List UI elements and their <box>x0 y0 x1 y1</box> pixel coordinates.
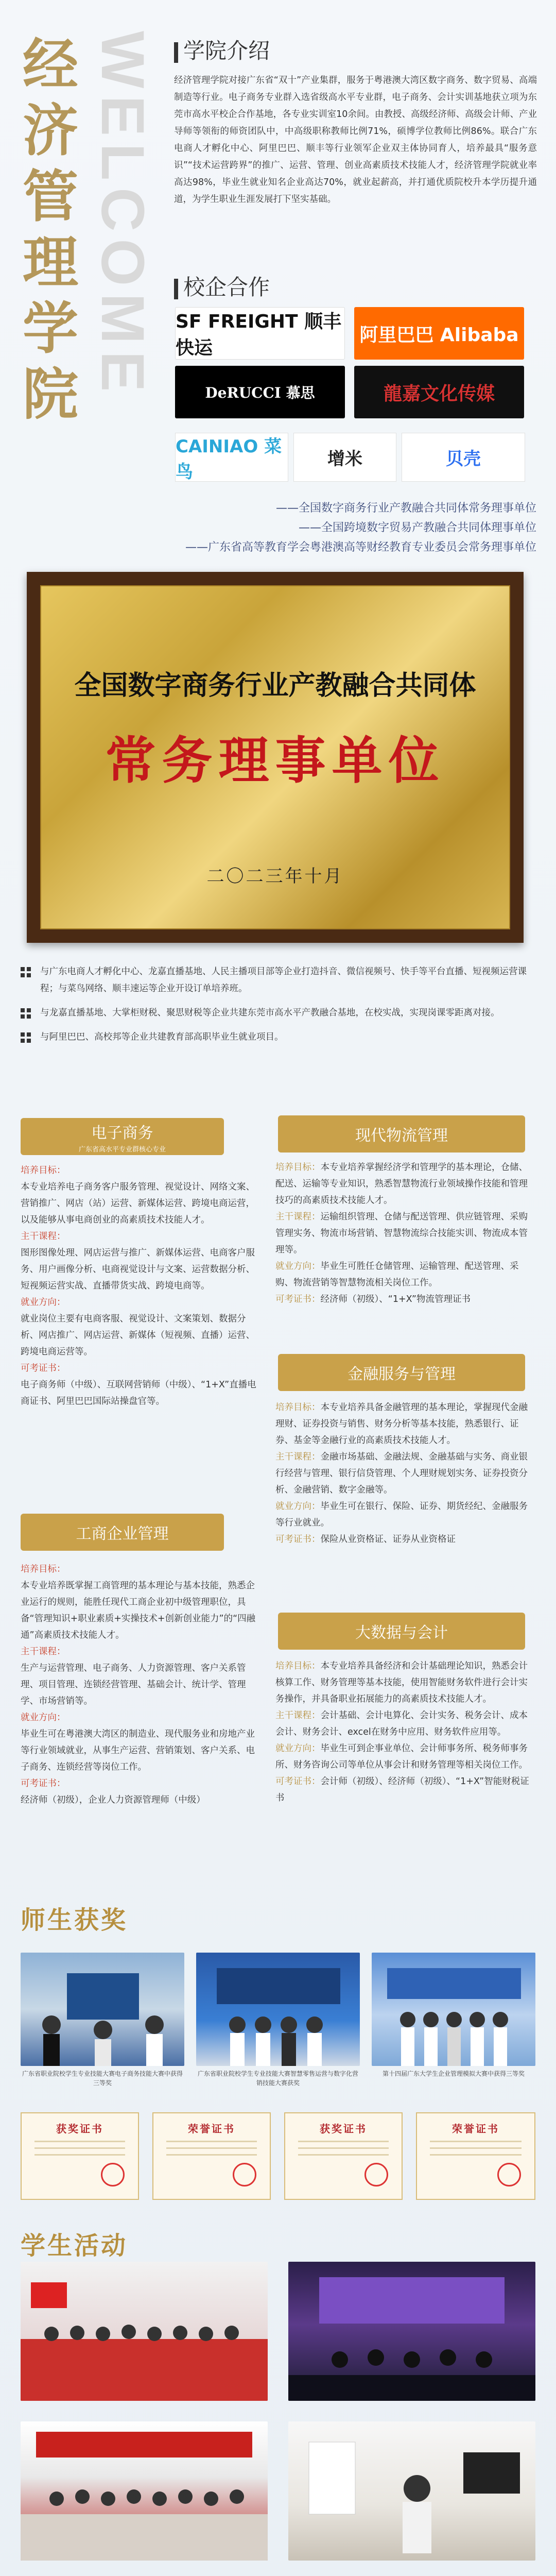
field-label: 主干课程： <box>275 1710 321 1721</box>
field-text: 图形图像处理、网店运营与推广、新媒体运营、电商客户服务、用户画像分析、电商视觉设计与文案、运营数据分析、短视频运营实战、直播带货实战、跨境电商等。 <box>21 1248 255 1291</box>
title-char: 学 <box>22 296 78 361</box>
field-text: 会计师（初级）、经济师（初级）、“1+X”智能财税证书 <box>275 1776 529 1803</box>
field-label: 培养目标： <box>21 1165 66 1176</box>
title-char: 经 <box>22 32 78 97</box>
major-title: 电子商务 <box>91 1124 153 1142</box>
field-label: 就业方向： <box>275 1743 321 1754</box>
certificate-title: 荣誉证书 <box>452 2123 499 2135</box>
field-text: 本专业培养掌握经济学和管理学的基本理论，仓储、配送、运输等专业知识，熟悉智慧物流行业领域操作技能和管理技巧的高素质技术技能人才。 <box>275 1162 528 1206</box>
activity-photo <box>21 2421 268 2561</box>
major-title: 大数据与会计 <box>355 1624 448 1642</box>
hero-section <box>0 0 556 556</box>
award-caption: 广东省职业院校学生专业技能大赛电子商务技能大赛中获得三等奖 <box>22 2070 183 2087</box>
field-label: 培养目标： <box>275 1162 321 1173</box>
title-char: 理 <box>22 230 78 295</box>
bullet-icon <box>21 967 34 977</box>
major-tag-logistics <box>278 1115 525 1153</box>
field-text: 经济师（初级），企业人力资源管理师（中级） <box>21 1795 205 1805</box>
title-char: 管 <box>22 164 78 229</box>
award-photo <box>372 1953 535 2066</box>
field-text: 保险从业资格证、证券从业资格证 <box>320 1534 456 1545</box>
major-tag-accounting <box>278 1613 525 1650</box>
activity-photo-art <box>21 2421 268 2561</box>
award-certificate <box>284 2112 403 2200</box>
activity-photo <box>288 2421 535 2561</box>
sf-freight-logo: SF FREIGHT 顺丰快运 <box>175 307 345 360</box>
field-label: 主干课程： <box>275 1452 321 1462</box>
field-label: 可考证书： <box>275 1776 321 1787</box>
intro-heading <box>174 34 270 65</box>
field-text: 毕业生可在粤港澳大湾区的制造业、现代服务业和房地产业等行业领域就业，从事生产运营、营销策划、客户关系、电子商务、连锁经营等岗位工作。 <box>21 1729 255 1772</box>
award-certificate <box>152 2112 271 2200</box>
partner-logos-row3 <box>175 433 525 482</box>
activity-photo-art <box>288 2262 535 2401</box>
certificate-title: 荣誉证书 <box>188 2123 235 2135</box>
award-certificate <box>416 2112 535 2200</box>
major-body-business <box>21 1561 263 1808</box>
field-label: 培养目标： <box>275 1661 321 1671</box>
derucci-logo: DeRUCCI 慕思 <box>175 366 345 418</box>
membership-title: ——广东省高等教育学会粤港澳高等财经教育专业委员会常务理事单位 <box>185 541 536 554</box>
major-tag-business <box>21 1514 224 1551</box>
partner-logos <box>175 307 525 418</box>
bullet-icon <box>21 1008 34 1019</box>
award-photo-art <box>21 1953 184 2066</box>
bullet-text: 与阿里巴巴、高校邦等企业共建教育部高职毕业生就业项目。 <box>40 1032 284 1042</box>
award-certificate <box>21 2112 139 2200</box>
beike-logo: 贝壳 <box>402 433 525 482</box>
award-photo <box>21 1953 184 2066</box>
intro-text: 经济管理学院对接广东省“双十”产业集群，服务于粤港澳大湾区数字商务、数字贸易、高端制造等行业。电子商务专业群入选省级高水平专业群，电子商务、会计实训基地获立项为东莞市高水平校企合作基地，各专业实训室10余间。由教授、高级经济师、高级会计师、产业导师等领衔的师资团队中，中高级职称教师比例71%，硕博学位教师比例86%。联合广东电商人才孵化中心、阿里巴巴、顺丰等行业领军企业双主体协同育人，培养最具“服务意识”“技术运营跨界”的推广、运营、管理、创业高素质技术技能人才，经济管理学院就业率高达98%，毕业生就业知名企业高达70%，就业起薪高，并打通优质院校升本学历提升通道，为学生职业生涯发展打下坚实基础。 <box>174 75 537 205</box>
longjia-logo: 龍嘉文化传媒 <box>354 366 524 418</box>
field-label: 可考证书： <box>275 1534 321 1545</box>
seal-icon <box>233 2163 256 2187</box>
field-text: 本专业培养具备经济和会计基础理论知识，熟悉会计核算工作、财务管理等基本技能，使用智能财务软件进行会计实务操作，并具备职业拓展能力的高素质技术技能人才。 <box>275 1661 528 1704</box>
bullet-item <box>21 1029 541 1046</box>
award-photo-art <box>196 1953 360 2066</box>
title-char: 济 <box>22 98 78 163</box>
plaque-line2: 常务理事单位 <box>105 731 445 790</box>
title-char: 院 <box>22 362 78 427</box>
field-text: 毕业生可在银行、保险、证券、期货经纪、金融服务等行业就业。 <box>275 1501 528 1528</box>
bullet-text: 与龙嘉直播基地、大掌柜财税、聚思财税等企业共建东莞市高水平产教融合基地，在校实战，实现岗课零距离对接。 <box>40 1008 500 1018</box>
zengmi-logo: 增米 <box>293 433 396 482</box>
field-text: 金融市场基础、金融法规、金融基础与实务、商业银行经营与管理、银行信贷管理、个人理财规划实务、证券投资分析、金融营销、数字金融等。 <box>275 1452 528 1495</box>
cooperation-bullets <box>21 963 541 1053</box>
major-title: 金融服务与管理 <box>348 1365 456 1383</box>
field-label: 培养目标： <box>275 1402 321 1413</box>
field-text: 会计基础、会计电算化、会计实务、税务会计、成本会计、财务会计、excel在财务中应用、财务软件应用等。 <box>275 1710 528 1737</box>
plaque-frame <box>27 572 524 943</box>
field-text: 本专业培养具备金融管理的基本理论，掌握现代金融理财、证券投资与销售、财务分析等基本技能，熟悉银行、证券、基金等金融行业的高素质技术技能人才。 <box>275 1402 528 1446</box>
alibaba-logo: 阿里巴巴 Alibaba <box>354 307 524 360</box>
field-label: 主干课程： <box>21 1647 66 1657</box>
field-text: 运输组织管理、仓储与配送管理、供应链管理、采购管理实务、物流市场营销、智慧物流综合技能实训、物流成本管理等。 <box>275 1212 528 1255</box>
major-body-finance <box>275 1399 535 1548</box>
activity-photo-art <box>288 2421 535 2561</box>
activity-photo-art <box>21 2262 268 2401</box>
seal-icon <box>364 2163 388 2187</box>
college-vertical-title <box>14 32 86 428</box>
major-body-logistics <box>275 1159 535 1308</box>
bullet-text: 与广东电商人才孵化中心、龙嘉直播基地、人民主播项目部等企业打造抖音、微信视频号、快手等平台直播、短视频运营课程；与菜鸟网络、顺丰速运等企业开设订单培养班。 <box>40 967 527 994</box>
partners-heading <box>174 270 270 301</box>
partners-heading-text: 校企合作 <box>183 275 270 300</box>
award-photo-art <box>372 1953 535 2066</box>
field-label: 就业方向： <box>21 1297 66 1308</box>
major-title: 现代物流管理 <box>355 1127 448 1145</box>
field-text: 电子商务师（中级）、互联网营销师（中级）、“1+X”直播电商证书、阿里巴巴国际站操盘官等。 <box>21 1380 256 1406</box>
cainiao-logo: CAINIAO 菜鸟 <box>175 433 288 482</box>
award-photo <box>196 1953 360 2066</box>
activities-heading: 学生活动 <box>21 2231 128 2260</box>
membership-title: ——全国数字商务行业产教融合共同体常务理事单位 <box>275 502 536 515</box>
award-caption: 第十四届广东大学生企业管理模拟大赛中获得三等奖 <box>382 2070 525 2077</box>
seal-icon <box>497 2163 521 2187</box>
membership-title: ——全国跨境数字贸易产教融合共同体理事单位 <box>298 521 536 534</box>
certificate-title: 获奖证书 <box>56 2123 103 2135</box>
seal-icon <box>101 2163 125 2187</box>
awards-heading: 师生获奖 <box>21 1906 128 1935</box>
heading-bar <box>174 279 178 299</box>
field-label: 可考证书： <box>21 1363 66 1374</box>
activity-photo <box>21 2262 268 2401</box>
major-subtitle: 广东省高水平专业群核心专业 <box>78 1145 166 1154</box>
bullet-item <box>21 963 541 997</box>
field-label: 就业方向： <box>275 1261 321 1272</box>
major-tag-finance <box>278 1354 525 1391</box>
membership-titles <box>16 499 536 557</box>
field-label: 主干课程： <box>21 1231 66 1242</box>
field-label: 可考证书： <box>21 1778 66 1789</box>
field-text: 毕业生可到企事业单位、会计师事务所、税务师事务所、财务咨询公司等单位从事会计和财务管理等相关岗位工作。 <box>275 1743 528 1770</box>
certificate-title: 获奖证书 <box>320 2123 367 2135</box>
field-label: 就业方向： <box>275 1501 321 1512</box>
field-label: 培养目标： <box>21 1564 66 1574</box>
field-label: 可考证书： <box>275 1294 321 1304</box>
field-text: 本专业培养电子商务客户服务管理、视觉设计、网络文案、营销推广、网店（站）运营、新媒体运营、跨境电商运营，以及能够从事电商创业的高素质技术技能人才。 <box>21 1182 255 1225</box>
field-text: 生产与运营管理、电子商务、人力资源管理、客户关系管理、项目管理、连锁经营管理、基础会计、统计学、管理学、市场营销等。 <box>21 1663 246 1706</box>
field-text: 本专业培养既掌握工商管理的基本理论与基本技能，熟悉企业运行的规则，能胜任现代工商企业初中级管理职位，具备“管理知识+职业素质+实操技术+创新创业能力”的“四融通”高素质技术技能人才。 <box>21 1581 256 1640</box>
major-tag-ecommerce <box>21 1118 224 1155</box>
plaque-line1: 全国数字商务行业产教融合共同体 <box>74 670 476 701</box>
plaque <box>40 585 510 929</box>
bullet-icon <box>21 1032 34 1043</box>
field-text: 就业岗位主要有电商客服、视觉设计、文案策划、数据分析、网店推广、网店运营、新媒体（短视频、直播）运营、跨境电商运营等。 <box>21 1314 255 1357</box>
field-label: 就业方向： <box>21 1713 66 1723</box>
major-body-accounting <box>275 1658 535 1806</box>
field-text: 毕业生可胜任仓储管理、运输管理、配送管理、采购、物流营销等智慧物流相关岗位工作。 <box>275 1261 519 1288</box>
major-body-ecommerce <box>21 1162 263 1410</box>
field-text: 经济师（初级）、“1+X”物流管理证书 <box>320 1294 471 1304</box>
major-title: 工商企业管理 <box>76 1525 169 1543</box>
bullet-item <box>21 1005 541 1022</box>
plaque-date: 二〇二三年十月 <box>206 866 344 887</box>
welcome-watermark: WELCOME <box>89 31 157 399</box>
award-caption: 广东省职业院校学生专业技能大赛智慧零售运营与数字化营销技能大赛获奖 <box>197 2070 358 2087</box>
intro-heading-text: 学院介绍 <box>183 38 270 63</box>
heading-bar <box>174 42 178 63</box>
field-label: 主干课程： <box>275 1212 321 1222</box>
activity-photo <box>288 2262 535 2401</box>
